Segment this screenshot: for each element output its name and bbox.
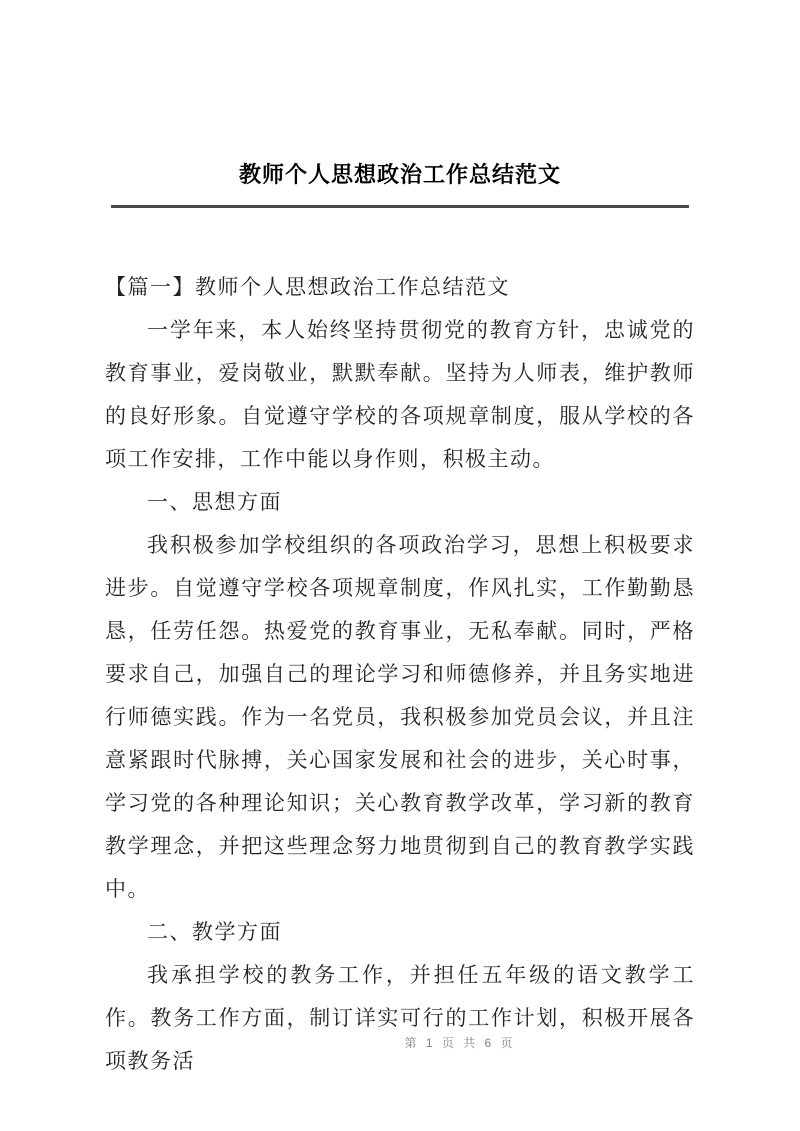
document-body <box>105 266 695 1083</box>
page-number: 第 1 页 共 6 页 <box>404 1036 516 1050</box>
paragraph: 我积极参加学校组织的各项政治学习，思想上积极要求进步。自觉遵守学校各项规章制度，作风扎实，工作勤勤恳恳，任劳任怨。热爱党的教育事业，无私奉献。同时，严格要求自己，加强自己的理论学习和师德修养，并且务实地进行师德实践。作为一名党员，我积极参加党员会议，并且注意紧跟时代脉搏，关心国家发展和社会的进步，关心时事，学习党的各种理论知识；关心教育教学改革，学习新的教育教学理念，并把这些理念努力地贯彻到自己的教育教学实践中。 <box>105 533 695 901</box>
paragraph-heading-teaching: 二、教学方面 <box>147 920 282 944</box>
paragraph-section-label: 【篇一】教师个人思想政治工作总结范文 <box>105 275 510 299</box>
paragraph-heading-thought: 一、思想方面 <box>147 490 282 514</box>
document-title: 教师个人思想政治工作总结范文 <box>238 162 561 187</box>
paragraph: 我承担学校的教务工作，并担任五年级的语文教学工作。教务工作方面，制订详实可行的工作计划，积极开展各项教务活 <box>105 963 695 1073</box>
page-footer <box>0 1034 800 1051</box>
paragraph: 一学年来，本人始终坚持贯彻党的教育方针，忠诚党的教育事业，爱岗敬业，默默奉献。坚持为人师表，维护教师的良好形象。自觉遵守学校的各项规章制度，服从学校的各项工作安排，工作中能以身作则，积极主动。 <box>105 318 695 471</box>
title-divider <box>111 205 689 208</box>
